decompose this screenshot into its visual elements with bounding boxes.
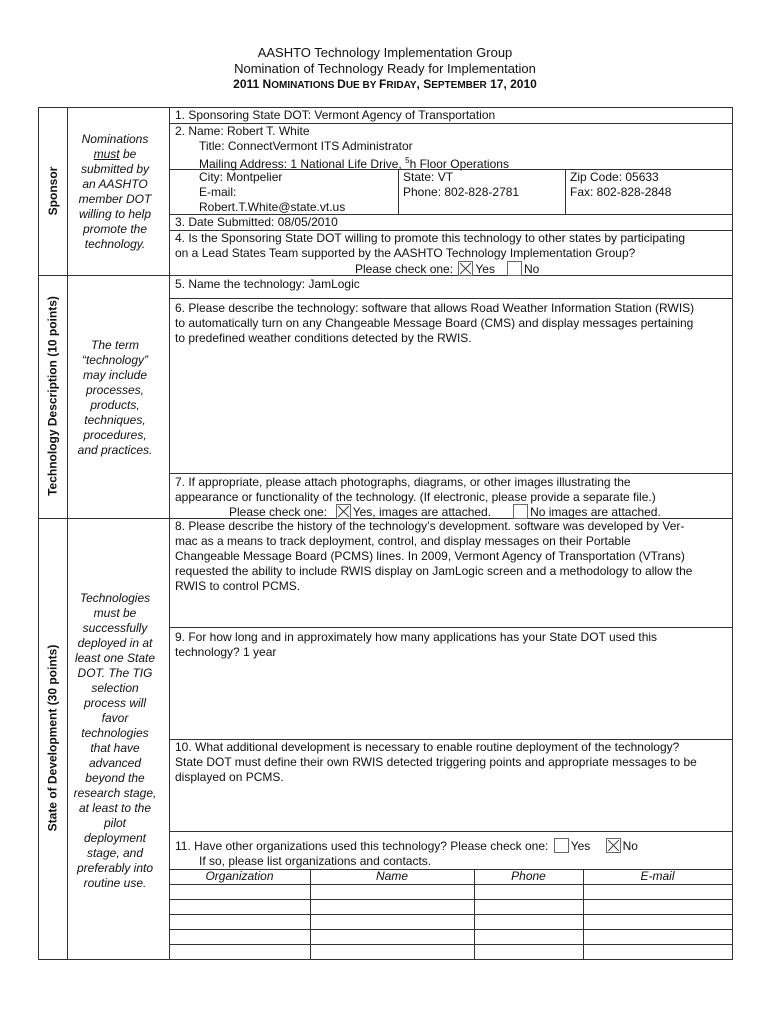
q11-no-checkbox[interactable] [606,838,621,853]
col-header-email: E-mail [640,869,675,883]
sponsor-phone: Phone: 802-828-2781 [403,185,520,199]
sponsor-mailing-address: Mailing Address: 1 National Life Drive, $^5$h Floor Operations [199,156,509,171]
q6-line1: 6. Please describe the technology: software that allows Road Weather Information Station (RWIS) [175,301,695,315]
q8-line3: Changeable Message Board (PCMS) lines. In 2009, Vermont Agency of Transportation (VTrans) [175,549,685,563]
nomination-form [38,107,733,960]
q6-line3: to predefined weather conditions detected by the RWIS. [175,331,472,345]
technology-note: The term “technology” may include processes, products, techniques, procedures, and practices. [77,338,153,457]
section-label-sponsor: Sponsor [46,166,60,216]
sponsor-title: Title: ConnectVermont ITS Administrator [199,139,413,153]
form-title: Nomination of Technology Ready for Implementation [234,61,536,76]
q7-line1: 7. If appropriate, please attach photographs, diagrams, or other images illustrating the [175,475,631,489]
q7-checkboxes: Please check one: Yes, images are attached. No images are attached. [229,505,661,519]
q8-line1: 8. Please describe the history of the technology’s development. software was developed by Ver- [175,519,685,533]
sponsor-zip: Zip Code: 05633 [570,170,659,184]
q9-line2: technology? 1 year [175,645,277,659]
sponsor-city: City: Montpelier [199,170,283,184]
q10-line3: displayed on PCMS. [175,770,284,784]
q4-yes-checkbox[interactable] [458,261,473,276]
q10-line2: State DOT must define their own RWIS detected triggering points and appropriate messages to be [175,755,697,769]
q8-line4: requested the ability to include RWIS display on JamLogic screen and a methodology to allow the [175,564,693,578]
q11-line2: If so, please list organizations and contacts. [199,854,432,868]
q7-no-checkbox[interactable] [513,504,528,519]
q8-line2: mac as a means to track deployment, control, and display messages on their Portable [175,534,631,548]
section-label-state-of-development: State of Development (30 points) [45,644,60,832]
sponsor-note: Nominations must be submitted by an AASHTO member DOT willing to help promote the technology. [78,132,152,251]
col-header-organization: Organization [205,869,274,883]
q7-line2: appearance or functionality of the technology. (If electronic, please provide a separate file.) [175,490,656,504]
form-title-org: AASHTO Technology Implementation Group [257,45,513,60]
q6-line2: to automatically turn on any Changeable Message Board (CMS) and display messages pertaining [175,316,694,330]
q5-technology-name: 5. Name the technology: JamLogic [175,277,360,291]
q11-line1: 11. Have other organizations used this technology? Please check one: Yes No [175,839,638,853]
col-header-phone: Phone [511,869,546,883]
col-header-name: Name [375,869,408,883]
q8-line5: RWIS to control PCMS. [175,579,301,593]
q4-line1: 4. Is the Sponsoring State DOT willing to promote this technology to other states by participating [175,231,686,245]
q4-no-checkbox[interactable] [507,261,522,276]
sponsor-email-label: E-mail: [199,185,237,199]
q11-yes-checkbox[interactable] [554,838,569,853]
q9-line1: 9. For how long and in approximately how many applications has your State DOT used this [175,630,658,644]
q4-checkboxes: Please check one: Yes No [355,262,540,276]
sponsor-email[interactable]: Robert.T.White@state.vt.us [199,200,346,214]
q1-sponsoring-dot: 1. Sponsoring State DOT: Vermont Agency of Transportation [175,108,496,122]
sponsor-state: State: VT [403,170,454,184]
q4-line2: on a Lead States Team supported by the AASHTO Technology Implementation Group? [175,246,636,260]
q10-line1: 10. What additional development is necessary to enable routine deployment of the technology? [175,740,680,754]
q7-yes-checkbox[interactable] [336,504,351,519]
q2-name: 2. Name: Robert T. White [175,124,310,138]
q3-date-submitted: 3. Date Submitted: 08/05/2010 [175,215,338,229]
sponsor-fax: Fax: 802-828-2848 [570,185,672,199]
state-note: Technologies must be successfully deployed in at least one State DOT. The TIG selection process will favor technologies that have advanced beyond the research stage, at least to the pilot deployment stage, and preferably into routine use. [73,591,157,890]
form-deadline: 2011 NOMINATIONS DUE BY FRIDAY, SEPTEMBER 17, 2010 [233,77,537,91]
section-label-technology: Technology Description (10 points) [45,296,60,496]
